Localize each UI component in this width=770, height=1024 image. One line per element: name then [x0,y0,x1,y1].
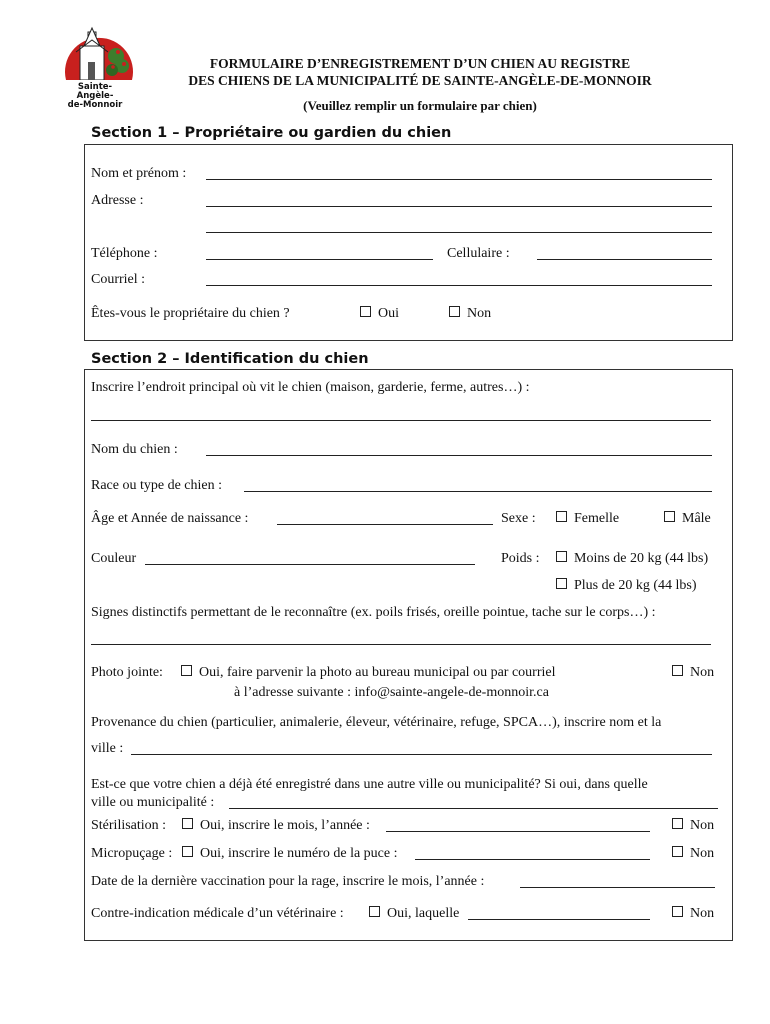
sterilization-yes-checkbox[interactable] [182,818,193,829]
microchip-yes-label: Oui, inscrire le numéro de la puce : [200,846,398,861]
sterilization-date-field[interactable] [386,831,650,832]
sex-label: Sexe : [501,511,536,526]
owner-no-option[interactable] [449,306,491,322]
microchip-label: Micropuçage : [91,846,173,861]
registered-text: Est-ce que votre chien a déjà été enregistré dans une autre ville ou municipalité? Si oui, dans quelle [91,777,648,792]
marks-label: Signes distinctifs permettant de le reconnaître (ex. poils frisés, oreille pointue, tache sur le corps…) : [91,605,656,620]
weight-label: Poids : [501,551,540,566]
photo-no-option[interactable] [672,665,714,681]
sterilization-no-option[interactable] [672,818,714,834]
vaccine-label: Date de la dernière vaccination pour la rage, inscrire le mois, l’année : [91,874,485,889]
origin-city-label: ville : [91,741,124,756]
age-label: Âge et Année de naissance : [91,511,249,526]
photo-no-checkbox[interactable] [672,665,683,676]
contra-label: Contre-indication médicale d’un vétérinaire : [91,906,344,921]
email-field[interactable] [206,285,712,286]
section2-heading: Section 2 – Identification du chien [91,351,369,367]
weight-over-option[interactable] [556,578,697,594]
color-field[interactable] [145,564,475,565]
photo-yes-option[interactable] [181,665,555,681]
female-label: Femelle [574,511,620,526]
contra-yes-label: Oui, laquelle [387,906,460,921]
sterilization-yes-label: Oui, inscrire le mois, l’année : [200,818,370,833]
owner-yes-option[interactable] [360,306,399,322]
address-field-line2[interactable] [206,232,712,233]
origin-text: Provenance du chien (particulier, animalerie, éleveur, vétérinaire, refuge, SPCA…), inscrire nom et la [91,715,662,730]
sterilization-no-checkbox[interactable] [672,818,683,829]
age-field[interactable] [277,524,493,525]
weight-over-label: Plus de 20 kg (44 lbs) [574,578,697,593]
contra-no-option[interactable] [672,906,714,922]
female-checkbox[interactable] [556,511,567,522]
form-title-line1: FORMULAIRE D’ENREGISTREMENT D’UN CHIEN AU REGISTRE [209,56,631,71]
contra-no-label: Non [690,906,715,921]
registered-city-label: ville ou municipalité : [91,795,215,810]
owner-no-label: Non [467,306,492,321]
photo-yes-checkbox[interactable] [181,665,192,676]
sterilization-label: Stérilisation : [91,818,167,833]
contra-yes-checkbox[interactable] [369,906,380,917]
address-label: Adresse : [91,193,144,208]
phone-label: Téléphone : [91,246,158,261]
microchip-yes-option[interactable] [182,846,397,862]
form-subtitle: (Veuillez remplir un formulaire par chien) [303,98,537,113]
vaccine-date-field[interactable] [520,887,715,888]
sterilization-no-label: Non [690,818,715,833]
contra-detail-field[interactable] [468,919,650,920]
phone-field[interactable] [206,259,433,260]
owner-yes-checkbox[interactable] [360,306,371,317]
section1-heading: Section 1 – Propriétaire ou gardien du chien [91,125,452,141]
photo-address: à l’adresse suivante : info@sainte-angele-de-monnoir.ca [234,685,549,700]
contra-no-checkbox[interactable] [672,906,683,917]
weight-under-option[interactable] [556,551,708,567]
dog-name-label: Nom du chien : [91,442,178,457]
sex-female-option[interactable] [556,511,619,527]
photo-yes-label: Oui, faire parvenir la photo au bureau municipal ou par courriel [199,665,556,680]
microchip-no-option[interactable] [672,846,714,862]
registered-city-field[interactable] [229,808,718,809]
origin-city-field[interactable] [131,754,712,755]
location-label: Inscrire l’endroit principal où vit le chien (maison, garderie, ferme, autres…) : [91,380,530,395]
male-label: Mâle [682,511,711,526]
weight-under-checkbox[interactable] [556,551,567,562]
cell-label: Cellulaire : [447,246,510,261]
microchip-no-checkbox[interactable] [672,846,683,857]
microchip-no-label: Non [690,846,715,861]
microchip-yes-checkbox[interactable] [182,846,193,857]
breed-label: Race ou type de chien : [91,478,223,493]
photo-label: Photo jointe: [91,665,163,680]
sterilization-yes-option[interactable] [182,818,370,834]
cell-field[interactable] [537,259,712,260]
contra-yes-option[interactable] [369,906,459,922]
owner-name-field[interactable] [206,179,712,180]
owner-question: Êtes-vous le propriétaire du chien ? [91,306,290,321]
owner-name-label: Nom et prénom : [91,166,187,181]
dog-name-field[interactable] [206,455,712,456]
owner-yes-label: Oui [378,306,399,321]
color-label: Couleur [91,551,137,566]
logo-line2: de-Monnoir [67,100,123,110]
location-field[interactable] [91,420,711,421]
sex-male-option[interactable] [664,511,711,527]
address-field-line1[interactable] [206,206,712,207]
marks-field[interactable] [91,644,711,645]
breed-field[interactable] [244,491,712,492]
logo-line1: Sainte-Angèle- [76,82,114,101]
weight-under-label: Moins de 20 kg (44 lbs) [574,551,709,566]
microchip-number-field[interactable] [415,859,650,860]
form-title-line2: DES CHIENS DE LA MUNICIPALITÉ DE SAINTE-ANGÈLE-DE-MONNOIR [188,73,652,88]
owner-no-checkbox[interactable] [449,306,460,317]
photo-no-label: Non [690,665,715,680]
email-label: Courriel : [91,272,146,287]
male-checkbox[interactable] [664,511,675,522]
weight-over-checkbox[interactable] [556,578,567,589]
